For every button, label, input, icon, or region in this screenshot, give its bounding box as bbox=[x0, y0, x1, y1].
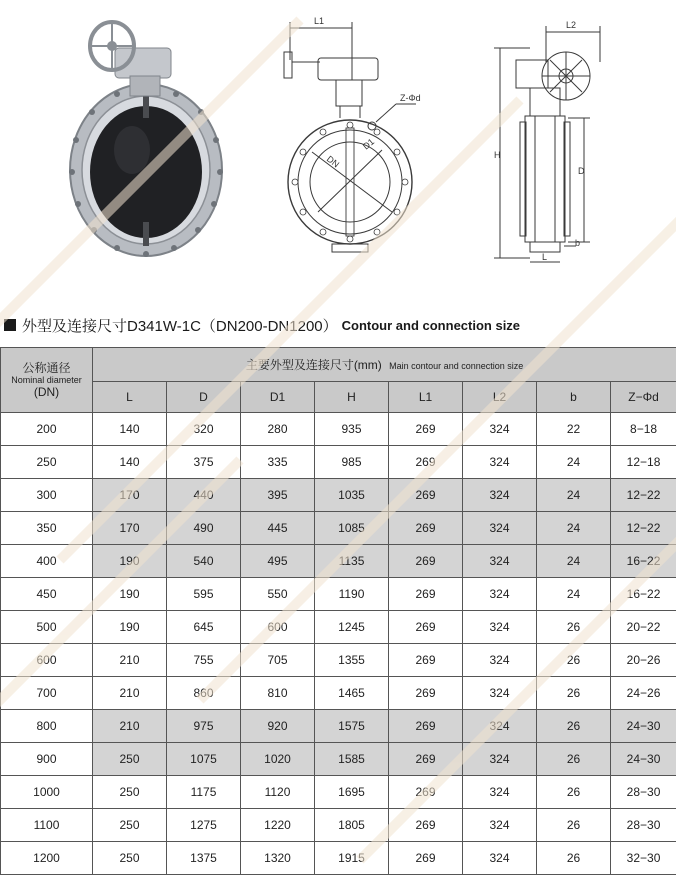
dimension-cell: 26 bbox=[537, 809, 611, 842]
dimension-cell: 324 bbox=[463, 545, 537, 578]
dimension-cell: 1375 bbox=[167, 842, 241, 875]
dimension-cell: 140 bbox=[93, 446, 167, 479]
dimension-cell: 1275 bbox=[167, 809, 241, 842]
section-heading bbox=[4, 314, 520, 336]
dimension-cell: 595 bbox=[167, 578, 241, 611]
column-header: Z−Φd bbox=[611, 382, 676, 413]
dimension-cell: 600 bbox=[241, 611, 315, 644]
valve-photo bbox=[69, 22, 223, 257]
dimension-cell: 269 bbox=[389, 743, 463, 776]
label-b: b bbox=[575, 238, 581, 248]
dimension-cell: 1135 bbox=[315, 545, 389, 578]
label-l1: L1 bbox=[314, 16, 325, 26]
dimension-cell: 8−18 bbox=[611, 413, 676, 446]
nominal-diameter-cell: 400 bbox=[1, 545, 93, 578]
dimension-cell: 12−22 bbox=[611, 512, 676, 545]
table-row bbox=[1, 710, 676, 743]
dimension-cell: 375 bbox=[167, 446, 241, 479]
dimension-cell: 440 bbox=[167, 479, 241, 512]
dimension-cell: 395 bbox=[241, 479, 315, 512]
table-row bbox=[1, 644, 676, 677]
dn-header-en: Nominal diameter bbox=[11, 374, 82, 385]
column-header: D bbox=[167, 382, 241, 413]
table-row bbox=[1, 809, 676, 842]
dimension-cell: 1355 bbox=[315, 644, 389, 677]
dimension-cell: 269 bbox=[389, 479, 463, 512]
dimension-cell: 250 bbox=[93, 776, 167, 809]
dimension-cell: 1805 bbox=[315, 809, 389, 842]
dimension-cell: 975 bbox=[167, 710, 241, 743]
nominal-diameter-cell: 250 bbox=[1, 446, 93, 479]
nominal-diameter-cell: 200 bbox=[1, 413, 93, 446]
dimension-cell: 26 bbox=[537, 611, 611, 644]
dimension-cell: 26 bbox=[537, 677, 611, 710]
dimension-cell: 705 bbox=[241, 644, 315, 677]
dimension-cell: 24 bbox=[537, 446, 611, 479]
dimensions-table bbox=[0, 347, 676, 875]
dimension-cell: 269 bbox=[389, 710, 463, 743]
table-row bbox=[1, 545, 676, 578]
dimension-cell: 140 bbox=[93, 413, 167, 446]
dimension-cell: 1320 bbox=[241, 842, 315, 875]
dimension-cell: 324 bbox=[463, 677, 537, 710]
dimension-cell: 810 bbox=[241, 677, 315, 710]
nominal-diameter-cell: 900 bbox=[1, 743, 93, 776]
dimension-cell: 269 bbox=[389, 776, 463, 809]
dimension-cell: 1220 bbox=[241, 809, 315, 842]
dimension-cell: 26 bbox=[537, 776, 611, 809]
table-row bbox=[1, 479, 676, 512]
dimension-cell: 190 bbox=[93, 611, 167, 644]
dimension-cell: 210 bbox=[93, 710, 167, 743]
nominal-diameter-cell: 1100 bbox=[1, 809, 93, 842]
dimension-cell: 12−18 bbox=[611, 446, 676, 479]
dimension-cell: 1465 bbox=[315, 677, 389, 710]
dimension-cell: 445 bbox=[241, 512, 315, 545]
dimension-cell: 26 bbox=[537, 644, 611, 677]
dimension-cell: 495 bbox=[241, 545, 315, 578]
dimension-cell: 324 bbox=[463, 842, 537, 875]
label-h: H bbox=[494, 150, 501, 160]
dimension-cell: 1695 bbox=[315, 776, 389, 809]
dimension-cell: 210 bbox=[93, 677, 167, 710]
dimension-cell: 210 bbox=[93, 644, 167, 677]
dimension-cell: 324 bbox=[463, 743, 537, 776]
dimension-cell: 1575 bbox=[315, 710, 389, 743]
dimension-cell: 20−26 bbox=[611, 644, 676, 677]
dimension-cell: 324 bbox=[463, 710, 537, 743]
table-row bbox=[1, 413, 676, 446]
dimension-cell: 24−30 bbox=[611, 710, 676, 743]
dimension-cell: 1175 bbox=[167, 776, 241, 809]
label-d1: D1 bbox=[360, 136, 377, 152]
dimension-cell: 16−22 bbox=[611, 545, 676, 578]
section-title-en: Contour and connection size bbox=[341, 317, 521, 333]
dimension-cell: 24 bbox=[537, 578, 611, 611]
dimension-cell: 269 bbox=[389, 644, 463, 677]
technical-drawings bbox=[0, 0, 676, 300]
front-view-drawing bbox=[284, 22, 416, 252]
dimension-cell: 755 bbox=[167, 644, 241, 677]
table-row bbox=[1, 677, 676, 710]
side-view-drawing bbox=[494, 26, 600, 262]
dimension-cell: 324 bbox=[463, 611, 537, 644]
dimension-cell: 324 bbox=[463, 809, 537, 842]
dimension-cell: 335 bbox=[241, 446, 315, 479]
dimension-cell: 645 bbox=[167, 611, 241, 644]
dimension-cell: 1585 bbox=[315, 743, 389, 776]
dimension-cell: 24 bbox=[537, 512, 611, 545]
dimension-cell: 269 bbox=[389, 545, 463, 578]
column-header: L2 bbox=[463, 382, 537, 413]
label-z-phi-d: Z-Φd bbox=[400, 93, 421, 103]
dimension-cell: 28−30 bbox=[611, 776, 676, 809]
column-header: H bbox=[315, 382, 389, 413]
nominal-diameter-cell: 300 bbox=[1, 479, 93, 512]
label-l: L bbox=[542, 252, 548, 262]
table-row bbox=[1, 578, 676, 611]
dimension-cell: 24 bbox=[537, 479, 611, 512]
dimension-cell: 540 bbox=[167, 545, 241, 578]
dimension-cell: 1075 bbox=[167, 743, 241, 776]
dimension-cell: 26 bbox=[537, 842, 611, 875]
dimension-cell: 985 bbox=[315, 446, 389, 479]
dimension-cell: 26 bbox=[537, 743, 611, 776]
dimension-cell: 250 bbox=[93, 842, 167, 875]
column-header: D1 bbox=[241, 382, 315, 413]
table-row bbox=[1, 743, 676, 776]
dimension-cell: 324 bbox=[463, 413, 537, 446]
dimension-cell: 324 bbox=[463, 446, 537, 479]
dimension-cell: 250 bbox=[93, 809, 167, 842]
dimension-cell: 269 bbox=[389, 578, 463, 611]
dn-header-cn: 公称通径 bbox=[22, 360, 71, 375]
dimension-cell: 324 bbox=[463, 644, 537, 677]
dimension-cell: 269 bbox=[389, 413, 463, 446]
label-dn: DN bbox=[324, 153, 342, 170]
dimension-cell: 1085 bbox=[315, 512, 389, 545]
nominal-diameter-cell: 1000 bbox=[1, 776, 93, 809]
dimension-cell: 170 bbox=[93, 512, 167, 545]
dimension-cell: 920 bbox=[241, 710, 315, 743]
column-header: b bbox=[537, 382, 611, 413]
dimension-cell: 1020 bbox=[241, 743, 315, 776]
dimension-cell: 269 bbox=[389, 842, 463, 875]
dimension-cell: 32−30 bbox=[611, 842, 676, 875]
column-header: L bbox=[93, 382, 167, 413]
dimension-cell: 269 bbox=[389, 446, 463, 479]
dimension-cell: 28−30 bbox=[611, 809, 676, 842]
dimension-cell: 12−22 bbox=[611, 479, 676, 512]
dimension-cell: 26 bbox=[537, 710, 611, 743]
dimension-cell: 269 bbox=[389, 677, 463, 710]
section-title-cn: 外型及连接尺寸D341W-1C（DN200-DN1200） bbox=[22, 317, 338, 335]
dimension-cell: 24−26 bbox=[611, 677, 676, 710]
dimension-cell: 324 bbox=[463, 776, 537, 809]
dimension-cell: 20−22 bbox=[611, 611, 676, 644]
dimension-cell: 1915 bbox=[315, 842, 389, 875]
dimension-cell: 190 bbox=[93, 578, 167, 611]
dimension-cell: 1190 bbox=[315, 578, 389, 611]
dimension-cell: 190 bbox=[93, 545, 167, 578]
table-row bbox=[1, 842, 676, 875]
dimension-cell: 324 bbox=[463, 479, 537, 512]
table-row bbox=[1, 776, 676, 809]
nominal-diameter-cell: 700 bbox=[1, 677, 93, 710]
dn-column-header bbox=[1, 348, 93, 413]
nominal-diameter-cell: 1200 bbox=[1, 842, 93, 875]
table-row bbox=[1, 446, 676, 479]
dimension-cell: 550 bbox=[241, 578, 315, 611]
dimension-cell: 269 bbox=[389, 809, 463, 842]
nominal-diameter-cell: 600 bbox=[1, 644, 93, 677]
dn-header-unit: (DN) bbox=[33, 384, 60, 399]
table-row bbox=[1, 611, 676, 644]
dimension-cell: 1245 bbox=[315, 611, 389, 644]
dimension-cell: 280 bbox=[241, 413, 315, 446]
dimension-cell: 170 bbox=[93, 479, 167, 512]
bullet-square-icon bbox=[4, 319, 16, 331]
dimension-cell: 860 bbox=[167, 677, 241, 710]
dimension-cell: 250 bbox=[93, 743, 167, 776]
nominal-diameter-cell: 450 bbox=[1, 578, 93, 611]
nominal-diameter-cell: 350 bbox=[1, 512, 93, 545]
main-header-cn: 主要外型及连接尺寸(mm) bbox=[245, 358, 382, 372]
dimension-cell: 324 bbox=[463, 578, 537, 611]
main-dimensions-header bbox=[93, 348, 676, 382]
main-header-en: Main contour and connection size bbox=[389, 361, 524, 371]
dimension-cell: 320 bbox=[167, 413, 241, 446]
dimension-cell: 269 bbox=[389, 611, 463, 644]
dimension-cell: 16−22 bbox=[611, 578, 676, 611]
dimension-cell: 935 bbox=[315, 413, 389, 446]
label-l2: L2 bbox=[566, 20, 577, 30]
dimension-cell: 324 bbox=[463, 512, 537, 545]
dimension-cell: 24−30 bbox=[611, 743, 676, 776]
dimension-cell: 1035 bbox=[315, 479, 389, 512]
nominal-diameter-cell: 800 bbox=[1, 710, 93, 743]
nominal-diameter-cell: 500 bbox=[1, 611, 93, 644]
table-row bbox=[1, 512, 676, 545]
dimension-cell: 22 bbox=[537, 413, 611, 446]
dimension-cell: 1120 bbox=[241, 776, 315, 809]
label-d: D bbox=[578, 166, 585, 176]
column-header: L1 bbox=[389, 382, 463, 413]
dimension-cell: 490 bbox=[167, 512, 241, 545]
dimension-cell: 24 bbox=[537, 545, 611, 578]
dimension-cell: 269 bbox=[389, 512, 463, 545]
